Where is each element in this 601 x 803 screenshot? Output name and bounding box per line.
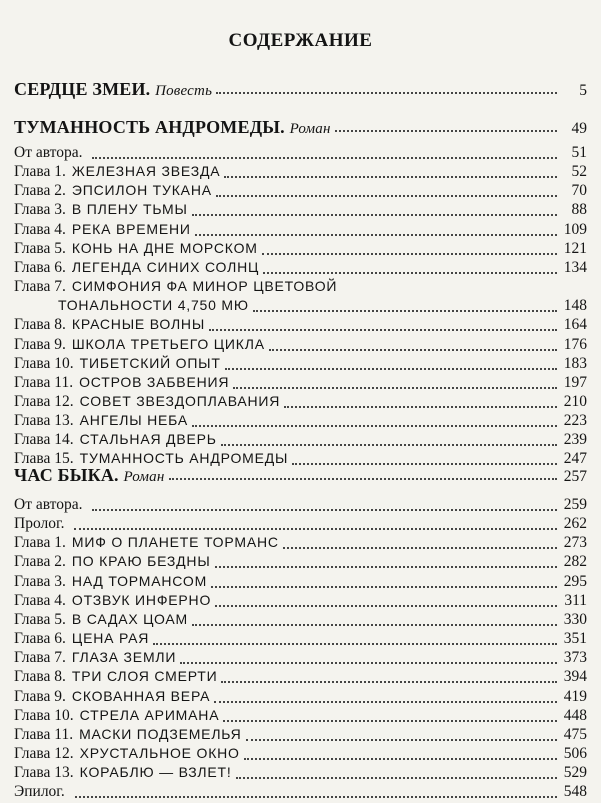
dot-leader [192,214,557,216]
entry-number: Глава 1. [14,163,66,181]
page-number: 197 [563,373,587,391]
entry-title: МИФ О ПЛАНЕТЕ ТОРМАНС [71,534,279,551]
entry-title: ХРУСТАЛЬНОЕ ОКНО [79,744,240,761]
entry-title: КОНЬ НА ДНЕ МОРСКОМ [71,239,258,256]
page-number: 223 [563,412,587,430]
entry-title: МАСКИ ПОДЗЕМЕЛЬЯ [79,725,242,742]
entry-title: ЖЕЛЕЗНАЯ ЗВЕЗДА [71,163,221,180]
section-genre: Роман [123,469,165,485]
page-number: 49 [571,120,587,137]
entry-number: Глава 1. [14,534,66,552]
entry-title: В ПЛЕНУ ТЬМЫ [71,201,188,218]
dot-leader [263,272,557,274]
entry-number: Глава 8. [14,668,66,686]
dot-leader [253,310,557,312]
entry-title: ТУМАННОСТЬ АНДРОМЕДЫ [79,450,289,467]
dot-leader [236,777,557,779]
toc-entry [14,278,587,298]
toc-entry [14,553,587,573]
entry-number: Эпилог. [14,783,65,801]
dot-leader [74,528,557,530]
entry-number: Глава 8. [14,316,66,334]
toc-entry [14,336,587,356]
entry-number: Глава 15. [14,450,74,468]
section-heading [14,465,587,485]
toc-entry [14,144,587,164]
page-number: 210 [563,392,587,410]
toc-entry [14,592,587,612]
dot-leader [223,720,557,722]
entry-label [14,259,259,277]
dot-leader [221,681,557,683]
entry-number: Глава 5. [14,239,66,257]
entry-title: ТИБЕТСКИЙ ОПЫТ [79,354,221,371]
entry-title: ТРИ СЛОЯ СМЕРТИ [71,668,218,685]
entry-title: РЕКА ВРЕМЕНИ [71,220,191,237]
page-number: 330 [563,610,587,628]
entry-label [14,355,221,373]
toc-entry [14,668,587,688]
dot-leader [195,234,557,236]
page-number: 529 [563,764,587,782]
entry-title: ЛЕГЕНДА СИНИХ СОЛНЦ [71,258,260,275]
page-number: 134 [563,258,587,276]
entry-label [14,611,188,629]
page-number: 351 [563,630,587,648]
page-number: 183 [563,354,587,372]
dot-leader [262,253,557,255]
dot-leader [244,758,557,760]
dot-leader [283,547,557,549]
section-genre: Роман [289,121,331,137]
toc-entry [14,355,587,375]
page-number: 262 [563,515,587,533]
entry-number: Глава 3. [14,201,66,219]
entry-label [14,668,217,686]
toc-entry [14,259,587,279]
toc-entry [14,182,587,202]
entry-label [14,431,217,449]
entry-title: КОРАБЛЮ — ВЗЛЕТ! [79,764,232,781]
page-number: 282 [563,553,587,571]
entry-title: НАД ТОРМАНСОМ [71,572,208,589]
toc-entry [14,221,587,241]
toc-entry [14,316,587,336]
entry-number: Глава 9. [14,335,66,353]
toc-entry-continued [58,297,587,317]
dot-leader [214,701,557,703]
entry-number: Глава 6. [14,630,66,648]
page-number: 121 [563,239,587,257]
entry-title: СИМФОНИЯ ФА МИНОР ЦВЕТОВОЙ [71,278,338,295]
toc-entry [14,573,587,593]
section-title: СЕРДЦЕ ЗМЕИ. Повесть [14,79,213,99]
dot-leader [216,195,557,197]
page-number: 70 [571,182,587,200]
entry-label [14,534,279,552]
toc-entry [14,688,587,708]
entry-title: АНГЕЛЫ НЕБА [79,412,188,429]
page-number: 394 [563,668,587,686]
entry-label [14,688,210,706]
entry-label [14,412,188,430]
page-number: 176 [563,335,587,353]
entry-title: ТОНАЛЬНОСТИ 4,750 МЮ [58,297,249,314]
entry-label [14,163,220,181]
entry-title: СТАЛЬНАЯ ДВЕРЬ [79,431,217,448]
entry-title: ШКОЛА ТРЕТЬЕГО ЦИКЛА [71,335,265,352]
entry-title: ОТЗВУК ИНФЕРНО [71,591,212,608]
entry-label [14,201,188,219]
entry-number: Глава 14. [14,431,74,449]
page-title: СОДЕРЖАНИЕ [228,30,373,51]
entry-title: ОСТРОВ ЗАБВЕНИЯ [79,373,230,390]
entry-title: СОВЕТ ЗВЕЗДОПЛАВАНИЯ [79,392,281,409]
entry-number: Глава 2. [14,182,66,200]
entry-number: Глава 12. [14,392,74,410]
dot-leader [153,643,557,645]
dot-leader [180,662,557,664]
entry-number: Глава 13. [14,764,74,782]
toc-entry [14,393,587,413]
toc-entry [14,649,587,669]
entry-label [14,783,71,801]
entry-label [14,278,337,296]
dot-leader [246,739,557,741]
dot-leader [221,444,557,446]
page-number: 548 [563,783,587,801]
entry-label [14,182,212,200]
page-number: 239 [563,431,587,449]
entry-title: В САДАХ ЦОАМ [71,610,189,627]
entry-number: Глава 12. [14,744,74,762]
toc-entry [14,726,587,746]
entry-title: СТРЕЛА АРИМАНА [79,706,220,723]
toc-entry [14,515,587,535]
dot-leader [215,605,557,607]
page-number: 5 [579,82,587,99]
entry-label [14,630,149,648]
toc-entry [14,163,587,183]
dot-leader [92,157,557,159]
dot-leader [215,566,557,568]
entry-label [14,240,258,258]
entry-label [14,374,229,392]
toc-entry [14,764,587,784]
entry-number: Глава 2. [14,553,66,571]
entry-number: Глава 11. [14,373,74,391]
dot-leader [224,176,557,178]
entry-number: Глава 5. [14,610,66,628]
entry-number: Глава 4. [14,591,66,609]
page-number: 164 [563,316,587,334]
dot-leader [269,349,557,351]
section-heading [14,79,587,99]
page-number: 259 [563,496,587,513]
entry-number: Глава 11. [14,725,74,743]
entry-label [14,707,219,725]
entry-title: ЦЕНА РАЯ [71,630,150,647]
toc-entry [14,745,587,765]
entry-number: От автора. [14,144,83,161]
page-number: 448 [563,706,587,724]
dot-leader [233,387,557,389]
page-number: 51 [571,144,587,161]
toc-entry [14,201,587,221]
entry-label [14,393,280,411]
section-title: ТУМАННОСТЬ АНДРОМЕДЫ. Роман [14,117,331,137]
dot-leader [92,509,557,511]
page-number: 52 [571,163,587,181]
entry-label [14,573,207,591]
entry-number: Глава 3. [14,572,66,590]
dot-leader [209,329,557,331]
toc-entry [14,431,587,451]
toc-entry [14,496,587,516]
dot-leader [75,796,557,798]
page-number: 506 [563,744,587,762]
toc-entry [14,783,587,803]
page-number: 247 [563,450,587,468]
entry-label [14,496,88,514]
entry-title: СКОВАННАЯ ВЕРА [71,687,211,704]
toc-entry [14,630,587,650]
dot-leader [284,406,557,408]
entry-number: Глава 10. [14,354,74,372]
toc-entry [14,611,587,631]
entry-title: ГЛАЗА ЗЕМЛИ [71,649,177,666]
section-genre: Повесть [155,83,213,99]
dot-leader [192,425,557,427]
entry-number: Глава 7. [14,278,66,296]
page-number: 273 [563,534,587,552]
page-number: 109 [563,220,587,238]
entry-label [14,592,211,610]
page-number: 295 [563,572,587,590]
entry-number: Глава 6. [14,258,66,276]
entry-number: От автора. [14,496,83,513]
entry-number: Глава 7. [14,649,66,667]
entry-label [14,726,242,744]
entry-number: Глава 10. [14,706,74,724]
dot-leader [192,624,557,626]
entry-label [14,649,176,667]
entry-label [14,316,205,334]
entry-label [14,553,211,571]
page-number: 373 [563,649,587,667]
entry-title: ЭПСИЛОН ТУКАНА [71,182,212,199]
toc-entry [14,240,587,260]
page-number: 148 [563,297,587,315]
entry-title: КРАСНЫЕ ВОЛНЫ [71,316,206,333]
page-number: 257 [563,468,587,485]
section-heading [14,117,587,137]
page-number: 311 [564,591,587,609]
dot-leader [211,586,557,588]
entry-label [14,221,191,239]
entry-number: Глава 13. [14,412,74,430]
entry-title: ПО КРАЮ БЕЗДНЫ [71,553,211,570]
page-number: 475 [563,725,587,743]
entry-number: Глава 9. [14,687,66,705]
dot-leader [169,478,557,480]
toc-entry [14,412,587,432]
entry-label [14,745,240,763]
dot-leader [216,92,557,94]
section-title: ЧАС БЫКА. Роман [14,465,165,485]
entry-label [14,764,232,782]
entry-number: Глава 4. [14,220,66,238]
toc-entry [14,534,587,554]
page-number: 419 [563,687,587,705]
toc-entry [14,707,587,727]
entry-label [14,336,265,354]
toc-entry [14,374,587,394]
entry-number: Пролог. [14,515,65,533]
entry-label [14,144,88,162]
page-number: 88 [571,201,587,219]
dot-leader [225,368,557,370]
dot-leader [335,130,557,132]
entry-label [14,515,70,533]
